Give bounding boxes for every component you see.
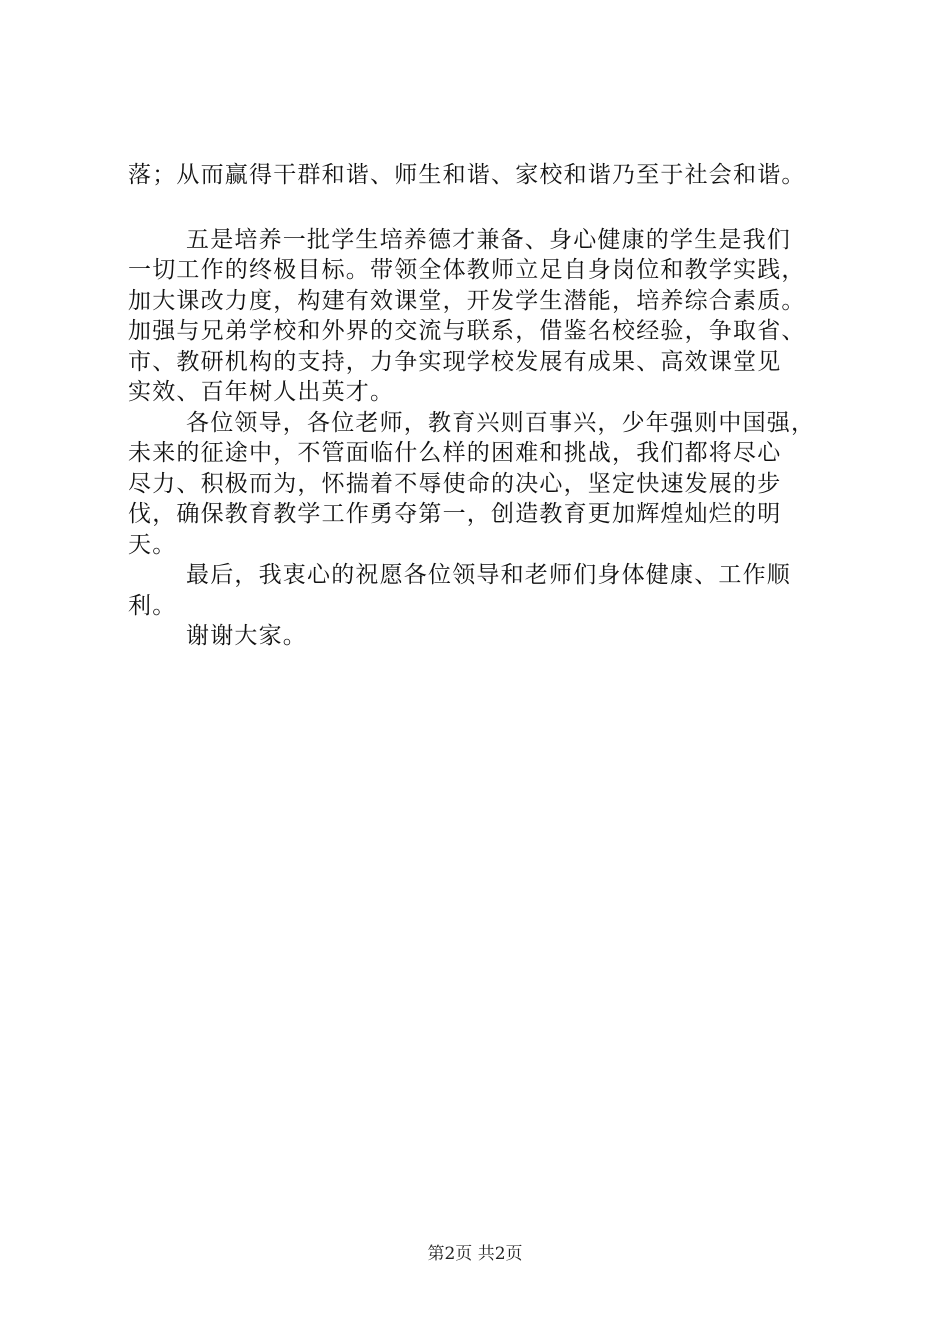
text-line: 谢谢大家。 bbox=[186, 623, 307, 649]
text-line: 利。 bbox=[128, 592, 177, 619]
paragraph-five bbox=[128, 225, 842, 408]
text-line: 最后，我衷心的祝愿各位领导和老师们身体健康、工作顺 bbox=[186, 562, 791, 588]
text-line: 天。 bbox=[128, 531, 177, 558]
text-line: 一切工作的终极目标。带领全体教师立足自身岗位和教学实践， bbox=[128, 257, 806, 283]
text-line: 五是培养一批学生培养德才兼备、身心健康的学生是我们 bbox=[186, 226, 791, 253]
text-line: 各位领导，各位老师，教育兴则百事兴，少年强则中国强， bbox=[186, 409, 816, 436]
paragraph-gap bbox=[128, 191, 842, 225]
text-line: 伐，确保教育教学工作勇夺第一，创造教育更加辉煌灿烂的明 bbox=[128, 501, 782, 527]
paragraph-finally bbox=[128, 560, 842, 621]
text-line: 加强与兄弟学校和外界的交流与联系，借鉴名校经验，争取省、 bbox=[128, 318, 806, 344]
text-line: 实效、百年树人出英才。 bbox=[128, 379, 395, 405]
text-line: 尽力、积极而为，怀揣着不辱使命的决心，坚定快速发展的步 bbox=[128, 470, 782, 497]
paragraph-thanks bbox=[128, 621, 842, 652]
text-line: 未来的征途中，不管面临什么样的困难和挑战，我们都将尽心 bbox=[128, 440, 782, 466]
document-body bbox=[128, 160, 842, 652]
paragraph-leaders bbox=[128, 408, 842, 561]
text-line: 加大课改力度，构建有效课堂，开发学生潜能，培养综合素质。 bbox=[128, 287, 806, 314]
page-number-footer: 第2页 共2页 bbox=[427, 1244, 523, 1264]
text-line: 落；从而赢得干群和谐、师生和谐、家校和谐乃至于社会和谐。 bbox=[128, 162, 806, 188]
text-line: 市、教研机构的支持，力争实现学校发展有成果、高效课堂见 bbox=[128, 348, 782, 375]
